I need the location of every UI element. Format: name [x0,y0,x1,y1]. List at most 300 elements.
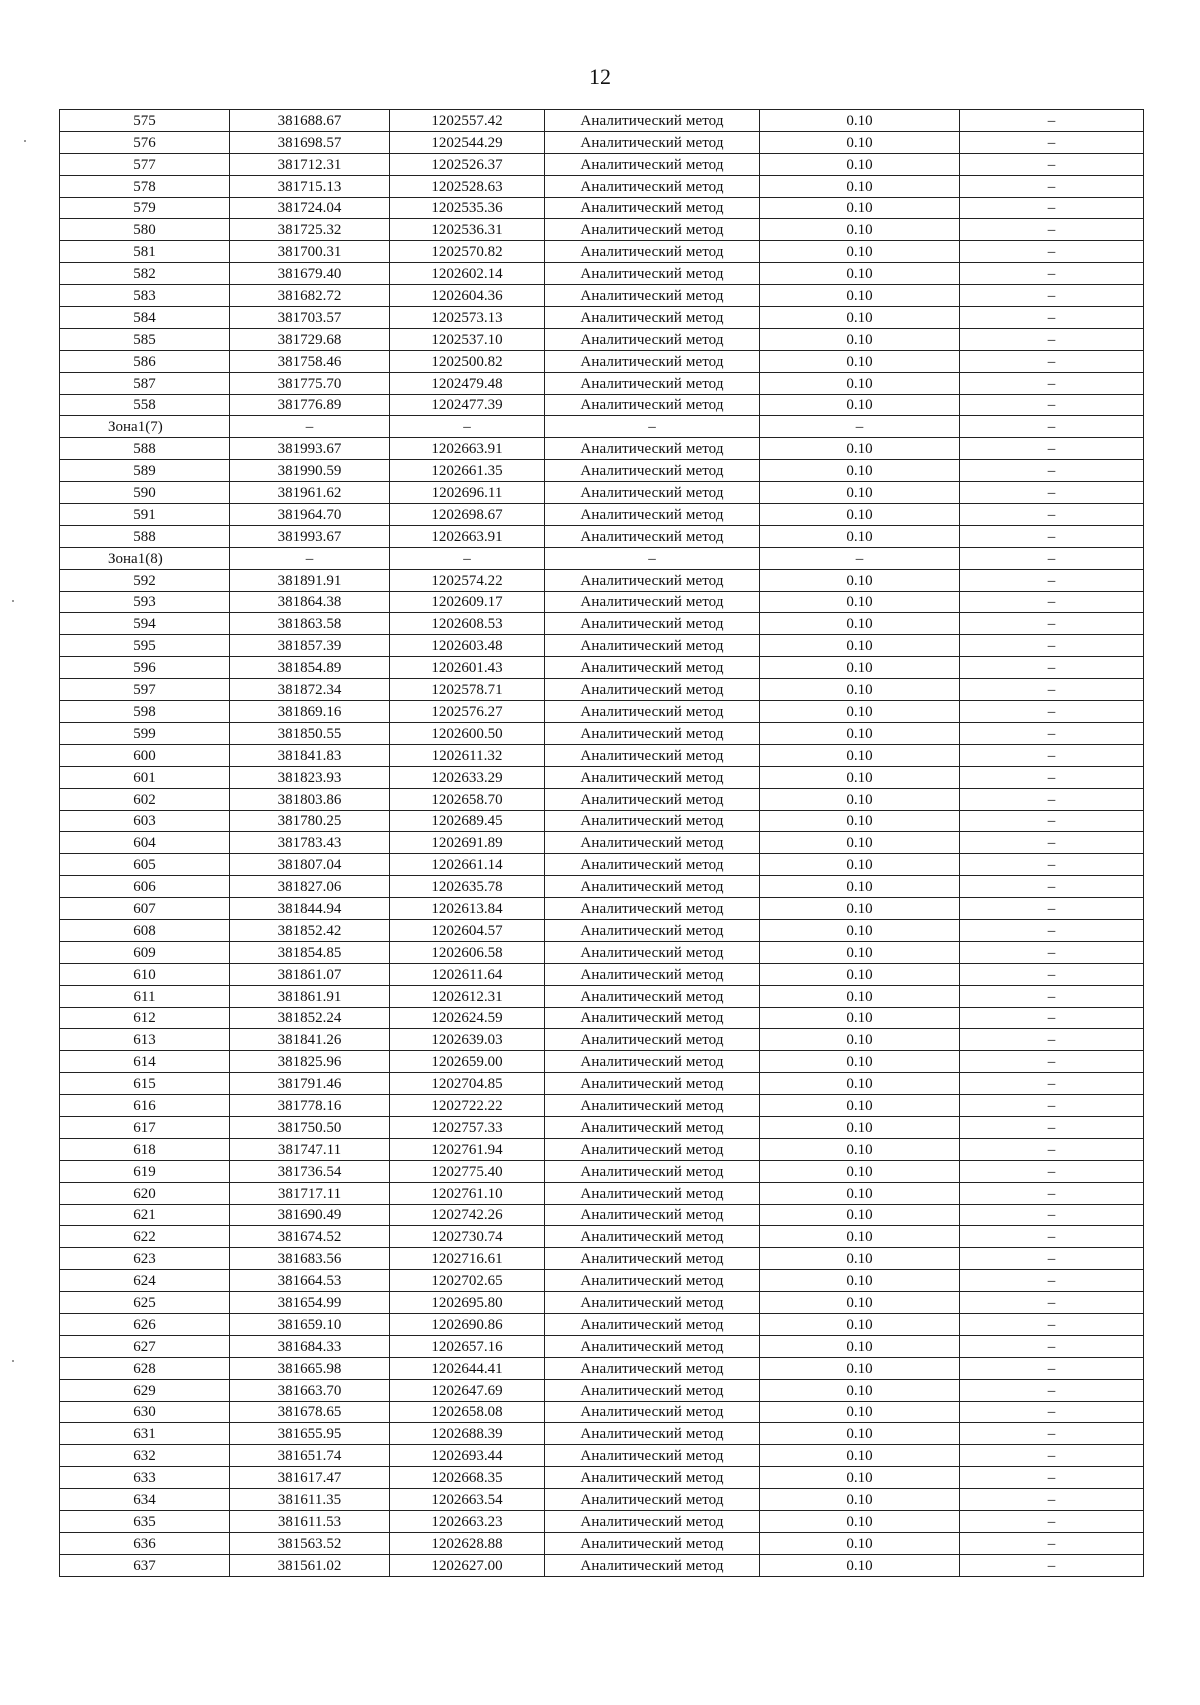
cell-point-id: 599 [60,722,230,744]
cell-coord-x: 381869.16 [230,701,390,723]
cell-method: Аналитический метод [545,482,760,504]
cell-point-id: 609 [60,941,230,963]
cell-point-id: 597 [60,679,230,701]
cell-coord-y: 1202536.31 [390,219,545,241]
table-row [60,1401,1144,1423]
cell-precision: 0.10 [760,613,960,635]
cell-point-id: 605 [60,854,230,876]
cell-coord-x: 381993.67 [230,438,390,460]
cell-note: – [960,1335,1144,1357]
table-row [60,613,1144,635]
cell-coord-y: 1202657.16 [390,1335,545,1357]
cell-coord-y: 1202775.40 [390,1160,545,1182]
cell-point-id: 595 [60,635,230,657]
cell-note: – [960,1554,1144,1576]
cell-coord-y: 1202574.22 [390,569,545,591]
cell-method: Аналитический метод [545,1095,760,1117]
table-row [60,263,1144,285]
cell-coord-x: 381724.04 [230,197,390,219]
cell-method: Аналитический метод [545,1489,760,1511]
cell-note: – [960,701,1144,723]
cell-coord-y: 1202761.94 [390,1138,545,1160]
cell-note: – [960,569,1144,591]
table-row [60,1073,1144,1095]
cell-note: – [960,1007,1144,1029]
cell-point-id: 637 [60,1554,230,1576]
cell-note: – [960,1029,1144,1051]
table-row [60,197,1144,219]
cell-point-id: 588 [60,525,230,547]
cell-coord-y: 1202528.63 [390,175,545,197]
table-row [60,1554,1144,1576]
cell-precision: 0.10 [760,1554,960,1576]
cell-method: Аналитический метод [545,1270,760,1292]
cell-point-id: 633 [60,1467,230,1489]
cell-method: Аналитический метод [545,1051,760,1073]
cell-coord-x: 381617.47 [230,1467,390,1489]
cell-precision: 0.10 [760,635,960,657]
table-row [60,1007,1144,1029]
page-number: 12 [589,64,611,89]
table-row [60,460,1144,482]
cell-point-id: 619 [60,1160,230,1182]
cell-point-id: 586 [60,350,230,372]
cell-precision: 0.10 [760,766,960,788]
cell-coord-y: 1202479.48 [390,372,545,394]
cell-coord-y: 1202698.67 [390,504,545,526]
table-row [60,898,1144,920]
cell-method: Аналитический метод [545,460,760,482]
cell-coord-x: 381964.70 [230,504,390,526]
table-row [60,679,1144,701]
cell-note: – [960,744,1144,766]
cell-coord-y: 1202689.45 [390,810,545,832]
cell-coord-x: 381684.33 [230,1335,390,1357]
cell-precision: 0.10 [760,328,960,350]
cell-method: Аналитический метод [545,1532,760,1554]
cell-method: Аналитический метод [545,569,760,591]
cell-point-id: 636 [60,1532,230,1554]
cell-precision: 0.10 [760,525,960,547]
cell-coord-y: 1202639.03 [390,1029,545,1051]
cell-coord-y: 1202644.41 [390,1357,545,1379]
cell-method: Аналитический метод [545,1445,760,1467]
cell-precision: 0.10 [760,1467,960,1489]
cell-coord-x: 381872.34 [230,679,390,701]
cell-coord-x: 381841.26 [230,1029,390,1051]
cell-note: – [960,219,1144,241]
cell-precision: 0.10 [760,1073,960,1095]
cell-point-id: 624 [60,1270,230,1292]
cell-note: – [960,613,1144,635]
cell-coord-x: 381690.49 [230,1204,390,1226]
cell-point-id: 621 [60,1204,230,1226]
cell-coord-y: – [390,547,545,569]
cell-note: – [960,1379,1144,1401]
cell-point-id: 620 [60,1182,230,1204]
cell-point-id: 630 [60,1401,230,1423]
cell-coord-x: 381659.10 [230,1313,390,1335]
cell-precision: 0.10 [760,1357,960,1379]
cell-method: Аналитический метод [545,1029,760,1051]
cell-coord-x: 381674.52 [230,1226,390,1248]
cell-method: Аналитический метод [545,657,760,679]
cell-precision: 0.10 [760,372,960,394]
cell-point-id: 590 [60,482,230,504]
cell-precision: 0.10 [760,591,960,613]
cell-method: Аналитический метод [545,1313,760,1335]
table-row [60,438,1144,460]
cell-note: – [960,263,1144,285]
cell-method: Аналитический метод [545,1182,760,1204]
cell-note: – [960,416,1144,438]
cell-note: – [960,1248,1144,1270]
cell-precision: 0.10 [760,657,960,679]
cell-precision: 0.10 [760,1116,960,1138]
cell-method: Аналитический метод [545,350,760,372]
cell-method: Аналитический метод [545,1116,760,1138]
cell-coord-y: 1202602.14 [390,263,545,285]
cell-precision: 0.10 [760,1401,960,1423]
cell-coord-y: 1202578.71 [390,679,545,701]
cell-coord-y: 1202722.22 [390,1095,545,1117]
cell-coord-x: 381758.46 [230,350,390,372]
cell-method: Аналитический метод [545,110,760,132]
cell-precision: 0.10 [760,1335,960,1357]
cell-point-id: 578 [60,175,230,197]
table-row [60,1467,1144,1489]
table-row [60,504,1144,526]
cell-method: Аналитический метод [545,263,760,285]
cell-coord-y: 1202647.69 [390,1379,545,1401]
cell-coord-x: 381857.39 [230,635,390,657]
cell-coord-x: 381852.24 [230,1007,390,1029]
cell-point-id: 607 [60,898,230,920]
cell-coord-y: 1202627.00 [390,1554,545,1576]
cell-note: – [960,854,1144,876]
cell-coord-y: 1202663.91 [390,525,545,547]
cell-coord-y: 1202613.84 [390,898,545,920]
cell-point-id: 581 [60,241,230,263]
cell-precision: 0.10 [760,175,960,197]
cell-method: Аналитический метод [545,1248,760,1270]
cell-note: – [960,1138,1144,1160]
cell-coord-y: 1202608.53 [390,613,545,635]
cell-method: Аналитический метод [545,197,760,219]
cell-precision: 0.10 [760,482,960,504]
cell-precision: 0.10 [760,722,960,744]
cell-point-id: 583 [60,285,230,307]
cell-precision: 0.10 [760,197,960,219]
cell-point-id: 611 [60,985,230,1007]
cell-note: – [960,985,1144,1007]
table-row [60,110,1144,132]
cell-coord-y: 1202477.39 [390,394,545,416]
cell-method: Аналитический метод [545,854,760,876]
scan-speck [24,140,26,142]
cell-coord-y: 1202604.57 [390,919,545,941]
cell-coord-y: 1202695.80 [390,1292,545,1314]
table-row [60,810,1144,832]
cell-method: Аналитический метод [545,1226,760,1248]
cell-precision: 0.10 [760,985,960,1007]
table-row [60,1357,1144,1379]
cell-note: – [960,460,1144,482]
cell-note: – [960,1445,1144,1467]
cell-point-id: 603 [60,810,230,832]
cell-method: Аналитический метод [545,525,760,547]
cell-method: Аналитический метод [545,394,760,416]
cell-note: – [960,285,1144,307]
cell-coord-x: 381854.85 [230,941,390,963]
table-row [60,1445,1144,1467]
cell-note: – [960,328,1144,350]
table-row [60,963,1144,985]
cell-method: – [545,547,760,569]
table-row [60,657,1144,679]
cell-coord-x: 381776.89 [230,394,390,416]
cell-note: – [960,1401,1144,1423]
cell-precision: 0.10 [760,1226,960,1248]
table-row [60,854,1144,876]
cell-precision: 0.10 [760,263,960,285]
cell-coord-y: 1202604.36 [390,285,545,307]
cell-method: Аналитический метод [545,1423,760,1445]
cell-note: – [960,1270,1144,1292]
cell-coord-x: 381780.25 [230,810,390,832]
cell-precision: 0.10 [760,110,960,132]
cell-coord-y: 1202635.78 [390,876,545,898]
cell-coord-y: 1202612.31 [390,985,545,1007]
cell-method: Аналитический метод [545,1335,760,1357]
cell-coord-x: 381683.56 [230,1248,390,1270]
cell-coord-x: 381854.89 [230,657,390,679]
table-row [60,1270,1144,1292]
cell-method: Аналитический метод [545,1292,760,1314]
cell-method: Аналитический метод [545,985,760,1007]
cell-point-id: 594 [60,613,230,635]
cell-note: – [960,591,1144,613]
cell-coord-x: 381700.31 [230,241,390,263]
cell-note: – [960,1116,1144,1138]
cell-point-id: 580 [60,219,230,241]
cell-method: – [545,416,760,438]
table-row [60,175,1144,197]
cell-point-id: 634 [60,1489,230,1511]
table-row [60,941,1144,963]
table-row [60,1313,1144,1335]
cell-coord-y: 1202663.91 [390,438,545,460]
cell-method: Аналитический метод [545,810,760,832]
cell-note: – [960,175,1144,197]
cell-point-id: 635 [60,1511,230,1533]
cell-method: Аналитический метод [545,1511,760,1533]
cell-point-id: 602 [60,788,230,810]
cell-precision: 0.10 [760,679,960,701]
cell-method: Аналитический метод [545,766,760,788]
cell-coord-y: 1202500.82 [390,350,545,372]
cell-coord-x: 381703.57 [230,307,390,329]
cell-point-id: 593 [60,591,230,613]
cell-precision: 0.10 [760,1182,960,1204]
cell-note: – [960,788,1144,810]
cell-coord-y: 1202573.13 [390,307,545,329]
cell-method: Аналитический метод [545,679,760,701]
cell-coord-y: 1202661.14 [390,854,545,876]
table-row [60,307,1144,329]
cell-method: Аналитический метод [545,307,760,329]
cell-note: – [960,635,1144,657]
table-row [60,1423,1144,1445]
cell-coord-x: 381803.86 [230,788,390,810]
cell-coord-y: 1202603.48 [390,635,545,657]
cell-point-id: Зона1(8) [60,547,230,569]
cell-coord-y: 1202668.35 [390,1467,545,1489]
cell-point-id: 615 [60,1073,230,1095]
cell-coord-x: 381852.42 [230,919,390,941]
table-row [60,788,1144,810]
cell-point-id: 616 [60,1095,230,1117]
cell-point-id: 632 [60,1445,230,1467]
coordinates-table [59,109,1144,1577]
cell-coord-y: 1202691.89 [390,832,545,854]
cell-method: Аналитический метод [545,1379,760,1401]
cell-note: – [960,1511,1144,1533]
table-row [60,832,1144,854]
cell-coord-y: 1202658.08 [390,1401,545,1423]
cell-precision: 0.10 [760,394,960,416]
cell-point-id: 589 [60,460,230,482]
table-row [60,1511,1144,1533]
table-row [60,1051,1144,1073]
cell-coord-y: 1202688.39 [390,1423,545,1445]
table-row [60,131,1144,153]
cell-note: – [960,1357,1144,1379]
cell-precision: 0.10 [760,744,960,766]
cell-coord-x: 381729.68 [230,328,390,350]
cell-method: Аналитический метод [545,744,760,766]
cell-note: – [960,1073,1144,1095]
cell-point-id: 598 [60,701,230,723]
cell-coord-x: 381863.58 [230,613,390,635]
cell-method: Аналитический метод [545,1357,760,1379]
cell-coord-x: 381688.67 [230,110,390,132]
table-row [60,1138,1144,1160]
table-row [60,328,1144,350]
scan-speck [12,1360,14,1362]
cell-precision: 0.10 [760,1423,960,1445]
cell-method: Аналитический метод [545,1007,760,1029]
cell-coord-x: 381717.11 [230,1182,390,1204]
cell-method: Аналитический метод [545,788,760,810]
table-row [60,591,1144,613]
cell-point-id: 577 [60,153,230,175]
cell-point-id: 631 [60,1423,230,1445]
cell-coord-x: 381861.07 [230,963,390,985]
cell-precision: 0.10 [760,876,960,898]
cell-method: Аналитический метод [545,328,760,350]
cell-coord-x: 381823.93 [230,766,390,788]
cell-precision: 0.10 [760,504,960,526]
table-row [60,1029,1144,1051]
cell-note: – [960,679,1144,701]
cell-note: – [960,525,1144,547]
table-row [60,153,1144,175]
cell-precision: 0.10 [760,219,960,241]
cell-note: – [960,722,1144,744]
table-row [60,1335,1144,1357]
cell-coord-y: 1202544.29 [390,131,545,153]
cell-point-id: 625 [60,1292,230,1314]
cell-method: Аналитический метод [545,832,760,854]
cell-precision: 0.10 [760,1270,960,1292]
cell-point-id: Зона1(7) [60,416,230,438]
cell-coord-x: 381993.67 [230,525,390,547]
cell-coord-x: 381715.13 [230,175,390,197]
cell-note: – [960,547,1144,569]
cell-coord-y: 1202557.42 [390,110,545,132]
table-row [60,1532,1144,1554]
cell-method: Аналитический метод [545,876,760,898]
cell-coord-y: 1202663.23 [390,1511,545,1533]
cell-point-id: 592 [60,569,230,591]
cell-point-id: 591 [60,504,230,526]
cell-note: – [960,438,1144,460]
cell-precision: 0.10 [760,350,960,372]
cell-coord-x: 381561.02 [230,1554,390,1576]
cell-precision: 0.10 [760,1532,960,1554]
cell-method: Аналитический метод [545,1160,760,1182]
cell-point-id: 579 [60,197,230,219]
cell-coord-y: 1202576.27 [390,701,545,723]
cell-precision: 0.10 [760,285,960,307]
cell-method: Аналитический метод [545,438,760,460]
cell-method: Аналитический метод [545,963,760,985]
cell-precision: 0.10 [760,241,960,263]
cell-precision: 0.10 [760,1511,960,1533]
cell-coord-x: 381961.62 [230,482,390,504]
scan-speck [12,600,14,602]
cell-coord-x: 381654.99 [230,1292,390,1314]
cell-coord-y: 1202633.29 [390,766,545,788]
cell-precision: 0.10 [760,438,960,460]
cell-method: Аналитический метод [545,285,760,307]
cell-coord-x: 381698.57 [230,131,390,153]
cell-coord-y: 1202757.33 [390,1116,545,1138]
cell-coord-y: 1202658.70 [390,788,545,810]
cell-note: – [960,810,1144,832]
cell-precision: 0.10 [760,1007,960,1029]
cell-precision: 0.10 [760,1138,960,1160]
cell-coord-x: 381611.53 [230,1511,390,1533]
cell-precision: 0.10 [760,1095,960,1117]
cell-coord-y: 1202693.44 [390,1445,545,1467]
cell-method: Аналитический метод [545,591,760,613]
cell-method: Аналитический метод [545,1204,760,1226]
cell-coord-x: 381563.52 [230,1532,390,1554]
cell-coord-y: 1202663.54 [390,1489,545,1511]
cell-precision: – [760,547,960,569]
cell-note: – [960,832,1144,854]
table-row [60,482,1144,504]
cell-point-id: 627 [60,1335,230,1357]
cell-point-id: 604 [60,832,230,854]
cell-note: – [960,394,1144,416]
table-row [60,635,1144,657]
table-row [60,919,1144,941]
cell-coord-x: 381750.50 [230,1116,390,1138]
cell-method: Аналитический метод [545,1467,760,1489]
